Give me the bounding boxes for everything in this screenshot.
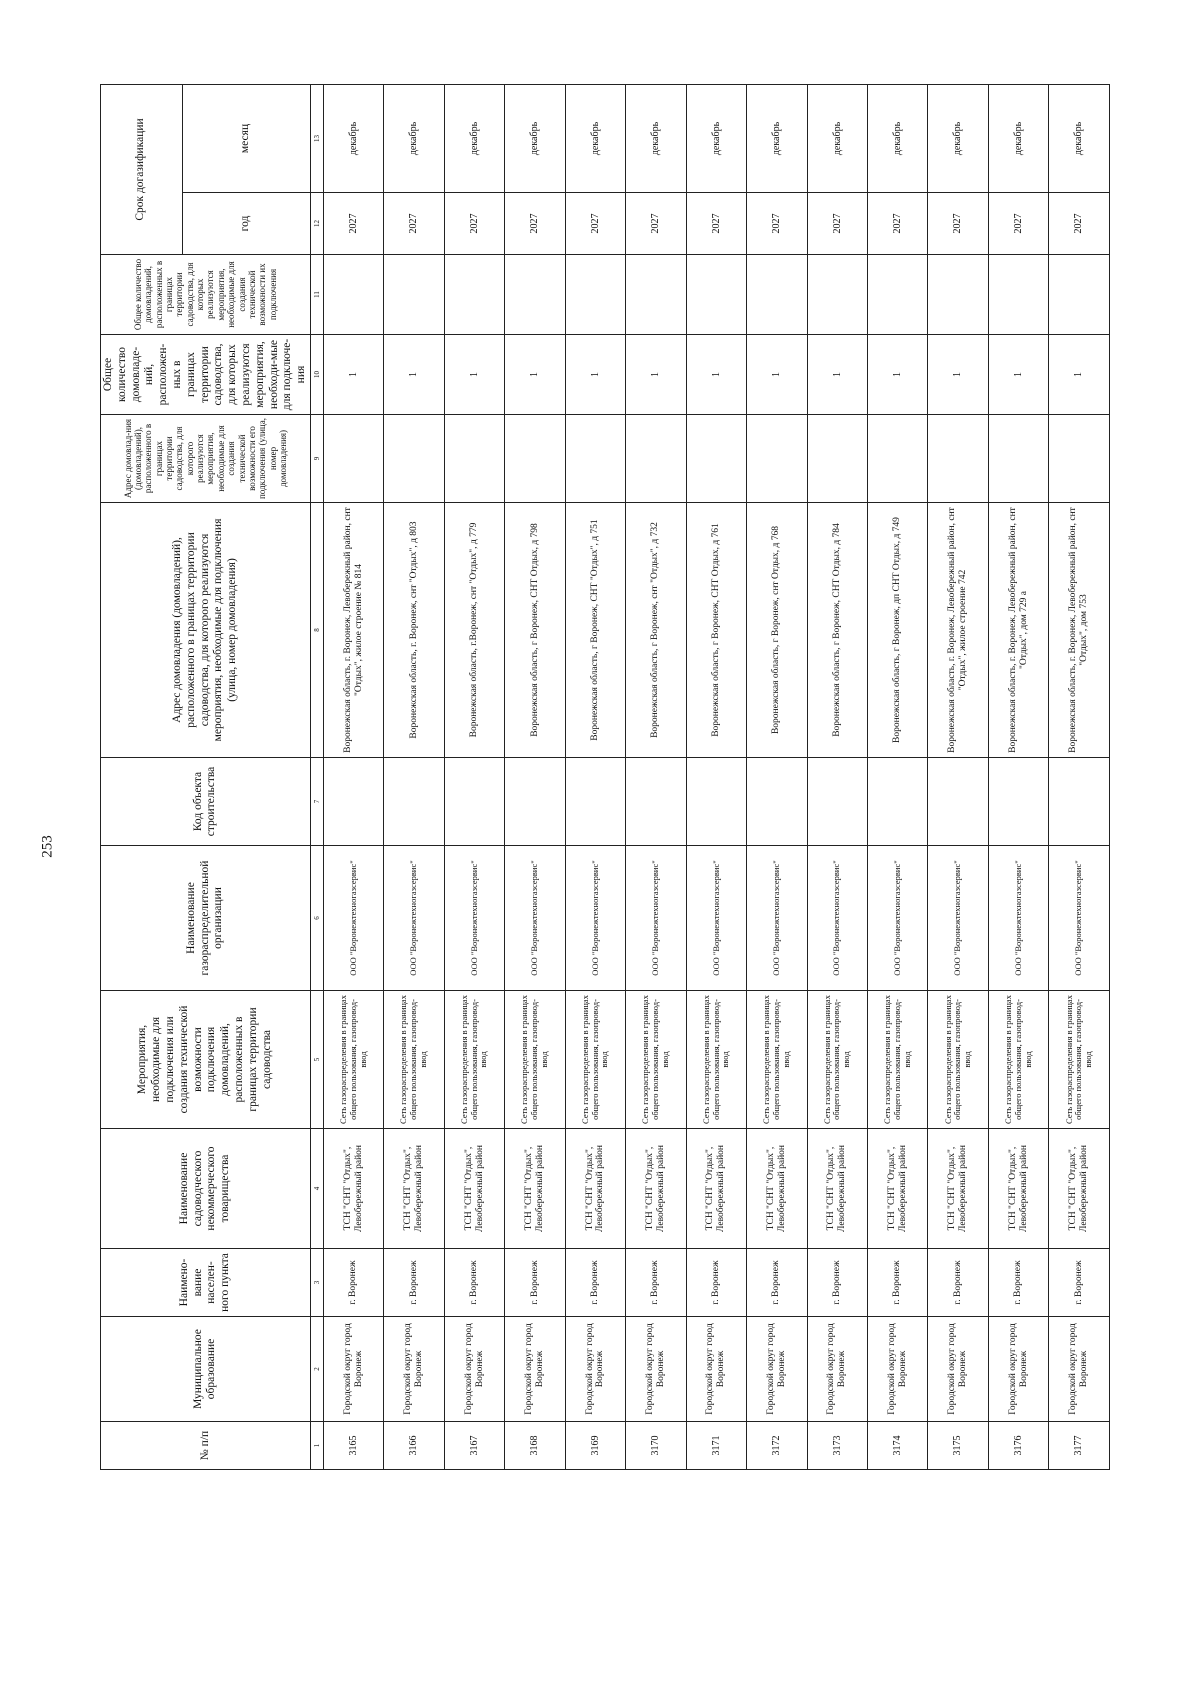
header-measures: Мероприятия, необходимые для подключения или создания технической возможности подключения домовладений, расположенных в границах территории садоводства — [101, 991, 311, 1129]
municipality-cell: Городской округ город Воронеж — [747, 1317, 807, 1422]
total-count-cell: 1 — [1049, 335, 1110, 415]
row-number: 3177 — [1049, 1422, 1110, 1470]
gas-org-cell: ООО "Воронежтехногазсервис" — [928, 846, 988, 991]
measures-cell: Сеть газораспределения в границах общего пользования, газопровод-ввод — [868, 991, 928, 1129]
table-row — [868, 85, 928, 1470]
column-number: 5 — [310, 991, 323, 1129]
row-number: 3166 — [384, 1422, 444, 1470]
address-no-tech-cell — [1049, 415, 1110, 503]
column-number: 4 — [310, 1129, 323, 1249]
municipality-cell: Городской округ город Воронеж — [626, 1317, 686, 1422]
gas-org-cell: ООО "Воронежтехногазсервис" — [988, 846, 1048, 991]
table-row — [747, 85, 807, 1470]
construction-code-cell — [444, 758, 504, 846]
year-cell: 2027 — [565, 193, 625, 255]
page-number: 253 — [39, 835, 56, 858]
table-row — [323, 85, 383, 1470]
header-deadline: Срок догазификации — [101, 85, 183, 255]
column-number: 10 — [310, 335, 323, 415]
total-count-cell: 1 — [384, 335, 444, 415]
address-cell: Воронежская область, г. Воронеж, Левобережный район, снт "Отдых", жилое строение № 814 — [323, 503, 383, 758]
total-count-cell: 1 — [686, 335, 746, 415]
row-number: 3167 — [444, 1422, 504, 1470]
partnership-cell: ТСН "СНТ "Отдых", Левобережный район — [868, 1129, 928, 1249]
gas-org-cell: ООО "Воронежтехногазсервис" — [868, 846, 928, 991]
total-count-tech-cell — [988, 255, 1048, 335]
table-row — [928, 85, 988, 1470]
address-no-tech-cell — [868, 415, 928, 503]
total-count-tech-cell — [807, 255, 867, 335]
column-number: 9 — [310, 415, 323, 503]
header-total-count-tech: Общее количество домовладений, расположенных в границах территории садоводства, для которых реализуются мероприятия, необходимые для создания технической возможности их подключения — [101, 255, 311, 335]
measures-cell: Сеть газораспределения в границах общего пользования, газопровод-ввод — [626, 991, 686, 1129]
table-row — [505, 85, 565, 1470]
settlement-cell: г. Воронеж — [747, 1249, 807, 1317]
construction-code-cell — [626, 758, 686, 846]
year-cell: 2027 — [505, 193, 565, 255]
total-count-tech-cell — [565, 255, 625, 335]
settlement-cell: г. Воронеж — [384, 1249, 444, 1317]
partnership-cell: ТСН "СНТ "Отдых", Левобережный район — [747, 1129, 807, 1249]
municipality-cell: Городской округ город Воронеж — [928, 1317, 988, 1422]
address-no-tech-cell — [505, 415, 565, 503]
municipality-cell: Городской округ город Воронеж — [988, 1317, 1048, 1422]
total-count-cell: 1 — [505, 335, 565, 415]
address-no-tech-cell — [626, 415, 686, 503]
year-cell: 2027 — [747, 193, 807, 255]
column-number: 1 — [310, 1422, 323, 1470]
gas-org-cell: ООО "Воронежтехногазсервис" — [384, 846, 444, 991]
month-cell: декабрь — [1049, 85, 1110, 193]
settlement-cell: г. Воронеж — [807, 1249, 867, 1317]
construction-code-cell — [323, 758, 383, 846]
total-count-tech-cell — [384, 255, 444, 335]
measures-cell: Сеть газораспределения в границах общего пользования, газопровод-ввод — [928, 991, 988, 1129]
gas-org-cell: ООО "Воронежтехногазсервис" — [807, 846, 867, 991]
row-number: 3174 — [868, 1422, 928, 1470]
municipality-cell: Городской округ город Воронеж — [323, 1317, 383, 1422]
address-no-tech-cell — [384, 415, 444, 503]
month-cell: декабрь — [384, 85, 444, 193]
address-cell: Воронежская область, г Воронеж, снт "Отдых", д 732 — [626, 503, 686, 758]
address-cell: Воронежская область, г Воронеж, СНТ "Отдых", д 751 — [565, 503, 625, 758]
address-cell: Воронежская область, г Воронеж, снт Отдых, д 768 — [747, 503, 807, 758]
total-count-tech-cell — [928, 255, 988, 335]
column-number: 2 — [310, 1317, 323, 1422]
year-cell: 2027 — [444, 193, 504, 255]
address-cell: Воронежская область, г. Воронеж, Левобережный район, снт "Отдых", дом 753 — [1049, 503, 1110, 758]
column-number: 7 — [310, 758, 323, 846]
address-cell: Воронежская область, г Воронеж, СНТ Отдых, д 798 — [505, 503, 565, 758]
total-count-cell: 1 — [928, 335, 988, 415]
total-count-tech-cell — [505, 255, 565, 335]
address-no-tech-cell — [928, 415, 988, 503]
table-row — [807, 85, 867, 1470]
construction-code-cell — [505, 758, 565, 846]
total-count-cell: 1 — [807, 335, 867, 415]
column-number: 11 — [310, 255, 323, 335]
year-cell: 2027 — [686, 193, 746, 255]
partnership-cell: ТСН "СНТ "Отдых", Левобережный район — [444, 1129, 504, 1249]
year-cell: 2027 — [988, 193, 1048, 255]
construction-code-cell — [928, 758, 988, 846]
settlement-cell: г. Воронеж — [928, 1249, 988, 1317]
measures-cell: Сеть газораспределения в границах общего пользования, газопровод-ввод — [384, 991, 444, 1129]
gas-org-cell: ООО "Воронежтехногазсервис" — [444, 846, 504, 991]
row-number: 3176 — [988, 1422, 1048, 1470]
gas-org-cell: ООО "Воронежтехногазсервис" — [626, 846, 686, 991]
gas-org-cell: ООО "Воронежтехногазсервис" — [686, 846, 746, 991]
header-address: Адрес домовладения (домовладений), расположенного в границах территории садоводства, для которого реализуются мероприятия, необходимые для подключения (улица, номер домовладения) — [101, 503, 311, 758]
landscape-frame — [100, 85, 1094, 1470]
gas-org-cell: ООО "Воронежтехногазсервис" — [323, 846, 383, 991]
gas-org-cell: ООО "Воронежтехногазсервис" — [505, 846, 565, 991]
month-cell: декабрь — [505, 85, 565, 193]
measures-cell: Сеть газораспределения в границах общего пользования, газопровод-ввод — [1049, 991, 1110, 1129]
address-cell: Воронежская область, г Воронеж, СНТ Отдых, д 784 — [807, 503, 867, 758]
settlement-cell: г. Воронеж — [565, 1249, 625, 1317]
address-cell: Воронежская область, г.Воронеж, снт "Отдых", д 779 — [444, 503, 504, 758]
month-cell: декабрь — [807, 85, 867, 193]
year-cell: 2027 — [323, 193, 383, 255]
municipality-cell: Городской округ город Воронеж — [565, 1317, 625, 1422]
settlement-cell: г. Воронеж — [323, 1249, 383, 1317]
partnership-cell: ТСН "СНТ "Отдых", Левобережный район — [323, 1129, 383, 1249]
municipality-cell: Городской округ город Воронеж — [686, 1317, 746, 1422]
construction-code-cell — [868, 758, 928, 846]
municipality-cell: Городской округ город Воронеж — [868, 1317, 928, 1422]
month-cell: декабрь — [686, 85, 746, 193]
total-count-cell: 1 — [868, 335, 928, 415]
total-count-cell: 1 — [626, 335, 686, 415]
address-no-tech-cell — [323, 415, 383, 503]
column-number: 6 — [310, 846, 323, 991]
header-municipality: Муниципальное образование — [101, 1317, 311, 1422]
header-address-no-tech: Адрес домовлад-ния (домовладений), расположенного в границах территории садоводства, для которого реализуются мероприятия, необходимые для создания технической возможности его подключения (улица, номер домовладения) — [101, 415, 311, 503]
total-count-tech-cell — [444, 255, 504, 335]
table-row — [988, 85, 1048, 1470]
construction-code-cell — [988, 758, 1048, 846]
partnership-cell: ТСН "СНТ "Отдых", Левобережный район — [505, 1129, 565, 1249]
address-cell: Воронежская область, г Воронеж, дп СНТ Отдых, д 749 — [868, 503, 928, 758]
settlement-cell: г. Воронеж — [1049, 1249, 1110, 1317]
month-cell: декабрь — [444, 85, 504, 193]
partnership-cell: ТСН "СНТ "Отдых", Левобережный район — [384, 1129, 444, 1249]
construction-code-cell — [384, 758, 444, 846]
gas-org-cell: ООО "Воронежтехногазсервис" — [747, 846, 807, 991]
construction-code-cell — [807, 758, 867, 846]
measures-cell: Сеть газораспределения в границах общего пользования, газопровод-ввод — [747, 991, 807, 1129]
total-count-cell: 1 — [444, 335, 504, 415]
header-num: № п/п — [101, 1422, 311, 1470]
settlement-cell: г. Воронеж — [505, 1249, 565, 1317]
measures-cell: Сеть газораспределения в границах общего пользования, газопровод-ввод — [988, 991, 1048, 1129]
construction-code-cell — [686, 758, 746, 846]
total-count-tech-cell — [868, 255, 928, 335]
table-container — [100, 85, 1094, 1470]
column-number: 13 — [310, 85, 323, 193]
measures-cell: Сеть газораспределения в границах общего пользования, газопровод-ввод — [323, 991, 383, 1129]
month-cell: декабрь — [626, 85, 686, 193]
month-cell: декабрь — [988, 85, 1048, 193]
measures-cell: Сеть газораспределения в границах общего пользования, газопровод-ввод — [505, 991, 565, 1129]
year-cell: 2027 — [1049, 193, 1110, 255]
row-number: 3168 — [505, 1422, 565, 1470]
month-cell: декабрь — [565, 85, 625, 193]
address-no-tech-cell — [807, 415, 867, 503]
table-row — [1049, 85, 1110, 1470]
column-number: 12 — [310, 193, 323, 255]
header-total-count: Общее количество домовладе-ний, расположен-ных в границах территории садоводства, для которых реализуются мероприятия, необходи-мые для подключе-ния — [101, 335, 311, 415]
address-cell: Воронежская область, г Воронеж, СНТ Отдых, д 761 — [686, 503, 746, 758]
row-number: 3169 — [565, 1422, 625, 1470]
measures-cell: Сеть газораспределения в границах общего пользования, газопровод-ввод — [686, 991, 746, 1129]
construction-code-cell — [747, 758, 807, 846]
table-row — [686, 85, 746, 1470]
settlement-cell: г. Воронеж — [626, 1249, 686, 1317]
address-no-tech-cell — [686, 415, 746, 503]
table-body — [323, 85, 1109, 1470]
total-count-cell: 1 — [988, 335, 1048, 415]
partnership-cell: ТСН "СНТ "Отдых", Левобережный район — [807, 1129, 867, 1249]
address-no-tech-cell — [565, 415, 625, 503]
municipality-cell: Городской округ город Воронеж — [807, 1317, 867, 1422]
address-no-tech-cell — [988, 415, 1048, 503]
address-cell: Воронежская область, г. Воронеж, снт "Отдых", д 803 — [384, 503, 444, 758]
header-month: месяц — [182, 85, 310, 193]
total-count-tech-cell — [626, 255, 686, 335]
municipality-cell: Городской округ город Воронеж — [384, 1317, 444, 1422]
construction-code-cell — [565, 758, 625, 846]
partnership-cell: ТСН "СНТ "Отдых", Левобережный район — [988, 1129, 1048, 1249]
table-row — [565, 85, 625, 1470]
row-number: 3165 — [323, 1422, 383, 1470]
header-construction-code: Код объекта строительства — [101, 758, 311, 846]
total-count-tech-cell — [323, 255, 383, 335]
total-count-cell: 1 — [323, 335, 383, 415]
partnership-cell: ТСН "СНТ "Отдых", Левобережный район — [565, 1129, 625, 1249]
year-cell: 2027 — [384, 193, 444, 255]
municipality-cell: Городской округ город Воронеж — [505, 1317, 565, 1422]
partnership-cell: ТСН "СНТ "Отдых", Левобережный район — [1049, 1129, 1110, 1249]
table-row — [384, 85, 444, 1470]
total-count-cell: 1 — [747, 335, 807, 415]
partnership-cell: ТСН "СНТ "Отдых", Левобережный район — [686, 1129, 746, 1249]
row-number: 3171 — [686, 1422, 746, 1470]
total-count-tech-cell — [1049, 255, 1110, 335]
header-settlement: Наимено-вание населен-ного пункта — [101, 1249, 311, 1317]
row-number: 3173 — [807, 1422, 867, 1470]
column-number: 3 — [310, 1249, 323, 1317]
month-cell: декабрь — [928, 85, 988, 193]
gas-org-cell: ООО "Воронежтехногазсервис" — [1049, 846, 1110, 991]
measures-cell: Сеть газораспределения в границах общего пользования, газопровод-ввод — [444, 991, 504, 1129]
settlement-cell: г. Воронеж — [868, 1249, 928, 1317]
construction-code-cell — [1049, 758, 1110, 846]
row-number: 3170 — [626, 1422, 686, 1470]
partnership-cell: ТСН "СНТ "Отдых", Левобережный район — [626, 1129, 686, 1249]
address-no-tech-cell — [444, 415, 504, 503]
row-number: 3175 — [928, 1422, 988, 1470]
year-cell: 2027 — [868, 193, 928, 255]
partnership-cell: ТСН "СНТ "Отдых", Левобережный район — [928, 1129, 988, 1249]
year-cell: 2027 — [928, 193, 988, 255]
month-cell: декабрь — [868, 85, 928, 193]
month-cell: декабрь — [747, 85, 807, 193]
table-row — [626, 85, 686, 1470]
total-count-tech-cell — [686, 255, 746, 335]
settlement-cell: г. Воронеж — [988, 1249, 1048, 1317]
header-year: год — [182, 193, 310, 255]
table-row — [444, 85, 504, 1470]
year-cell: 2027 — [807, 193, 867, 255]
settlement-cell: г. Воронеж — [686, 1249, 746, 1317]
column-number-row — [310, 85, 323, 1470]
month-cell: декабрь — [323, 85, 383, 193]
column-number: 8 — [310, 503, 323, 758]
settlement-cell: г. Воронеж — [444, 1249, 504, 1317]
address-no-tech-cell — [747, 415, 807, 503]
measures-cell: Сеть газораспределения в границах общего пользования, газопровод-ввод — [807, 991, 867, 1129]
header-gas-org: Наименование газораспределительной организации — [101, 846, 311, 991]
measures-cell: Сеть газораспределения в границах общего пользования, газопровод-ввод — [565, 991, 625, 1129]
gasification-table — [100, 84, 1110, 1470]
total-count-cell: 1 — [565, 335, 625, 415]
year-cell: 2027 — [626, 193, 686, 255]
address-cell: Воронежская область, г. Воронеж, Левобережный район, снт "Отдых", дом 729 а — [988, 503, 1048, 758]
header-partnership: Наименование садоводческого некоммерческого товарищества — [101, 1129, 311, 1249]
municipality-cell: Городской округ город Воронеж — [1049, 1317, 1110, 1422]
row-number: 3172 — [747, 1422, 807, 1470]
municipality-cell: Городской округ город Воронеж — [444, 1317, 504, 1422]
total-count-tech-cell — [747, 255, 807, 335]
address-cell: Воронежская область, г. Воронеж, Левобережный район, снт "Отдых", жилое строение 742 — [928, 503, 988, 758]
gas-org-cell: ООО "Воронежтехногазсервис" — [565, 846, 625, 991]
